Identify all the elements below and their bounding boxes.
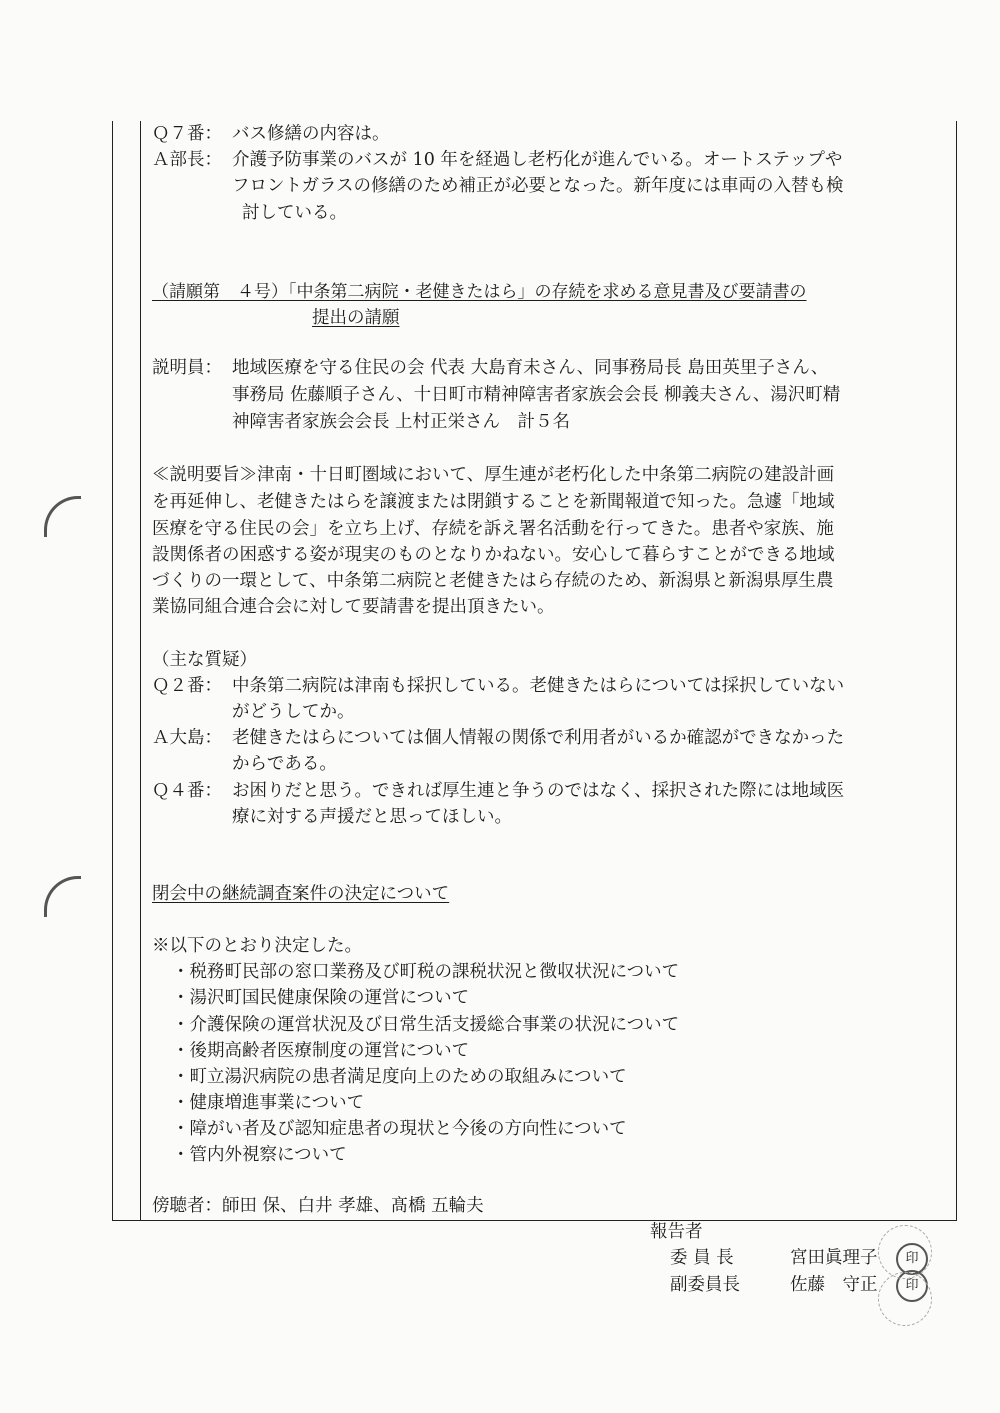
continuing-heading: 閉会中の継続調査案件の決定について <box>152 884 450 904</box>
table-divider <box>140 121 141 1220</box>
qa-speaker: Ａ大島： <box>152 728 222 748</box>
summary-line: 設関係者の困惑する姿が現実のものとなりかねない。安心して暮らすことができる地域 <box>152 545 835 565</box>
q7-answer-line: 介護予防事業のバスが 10 年を経過し老朽化が進んでいる。オートステップや <box>232 150 843 170</box>
q7-answer-line: 討している。 <box>242 203 347 223</box>
qa-line: お困りだと思う。できれば厚生連と争うのではなく、採択された際には地域医 <box>232 781 845 801</box>
continuing-item: ・税務町民部の窓口業務及び町税の課税状況と徴収状況について <box>172 962 680 982</box>
q7-speaker: Ｑ７番： <box>152 124 222 144</box>
q7-answer-speaker: Ａ部長： <box>152 150 222 170</box>
reporter-title: 委 員 長 <box>670 1248 734 1268</box>
continuing-item: ・健康増進事業について <box>172 1093 365 1113</box>
reporter-name: 宮田眞理子 <box>790 1248 878 1268</box>
explainers-line: 事務局 佐藤順子さん、十日町市精神障害者家族会会長 柳義夫さん、湯沢町精 <box>232 385 841 405</box>
continuing-item: ・介護保険の運営状況及び日常生活支援総合事業の状況について <box>172 1015 680 1035</box>
qa-line: 老健きたはらについては個人情報の関係で利用者がいるか確認ができなかった <box>232 728 845 748</box>
qa-speaker: Ｑ２番： <box>152 676 222 696</box>
qa-line: からである。 <box>232 754 337 774</box>
continuing-item: ・後期高齢者医療制度の運営について <box>172 1041 470 1061</box>
punch-hole-bottom <box>44 876 81 917</box>
reporter-title: 副委員長 <box>670 1275 740 1295</box>
summary-line: 医療を守る住民の会」を立ち上げ、存続を訴え署名活動を行ってきた。患者や家族、施 <box>152 519 834 539</box>
seal-ring-mark <box>878 1272 932 1326</box>
continuing-item: ・管内外視察について <box>172 1145 347 1165</box>
summary-line: を再延伸し、老健きたはらを譲渡または閉鎖することを新聞報道で知った。急遽「地域 <box>152 492 835 512</box>
q7-answer-line: フロントガラスの修繕のため補正が必要となった。新年度には車両の入替も検 <box>232 176 844 196</box>
summary-line: 業協同組合連合会に対して要請書を提出頂きたい。 <box>152 597 555 617</box>
qa-line: 療に対する声援だと思ってほしい。 <box>232 807 512 827</box>
explainers-line: 神障害者家族会会長 上村正栄さん 計５名 <box>232 412 571 432</box>
seal-stamp: 印 <box>896 1243 928 1275</box>
qa-line: がどうしてか。 <box>232 702 355 722</box>
explainers-label: 説明員： <box>152 358 222 378</box>
punch-hole-top <box>44 496 81 537</box>
summary-line: ≪説明要旨≫津南・十日町圏域において、厚生連が老朽化した中条第二病院の建設計画 <box>152 465 835 485</box>
qa-speaker: Ｑ４番： <box>152 781 222 801</box>
petition-title-continued: 提出の請願 <box>312 308 400 328</box>
observers: 傍聴者：師田 保、白井 孝雄、髙橋 五輪夫 <box>152 1196 484 1216</box>
petition-title: （請願第 ４号）「中条第二病院・老健きたはら」の存続を求める意見書及び要請書の <box>152 282 807 302</box>
continuing-item: ・湯沢町国民健康保険の運営について <box>172 988 470 1008</box>
reporter-name: 佐藤 守正 <box>790 1275 878 1295</box>
continuing-item: ・障がい者及び認知症患者の現状と今後の方向性について <box>172 1119 627 1139</box>
seal-stamp: 印 <box>896 1270 928 1302</box>
explainers-line: 地域医療を守る住民の会 代表 大島育未さん、同事務局長 島田英里子さん、 <box>232 358 829 378</box>
q7-question: バス修繕の内容は。 <box>232 124 390 144</box>
continuing-item: ・町立湯沢病院の患者満足度向上のための取組みについて <box>172 1067 627 1087</box>
seal-ring-mark <box>878 1225 932 1279</box>
qa-heading: （主な質疑） <box>152 650 257 670</box>
summary-line: づくりの一環として、中条第二病院と老健きたはら存続のため、新潟県と新潟県厚生農 <box>152 571 834 591</box>
continuing-note: ※以下のとおり決定した。 <box>152 936 362 956</box>
reporter-label: 報告者 <box>650 1222 703 1242</box>
qa-line: 中条第二病院は津南も採択している。老健きたはらについては採択していない <box>232 676 845 696</box>
